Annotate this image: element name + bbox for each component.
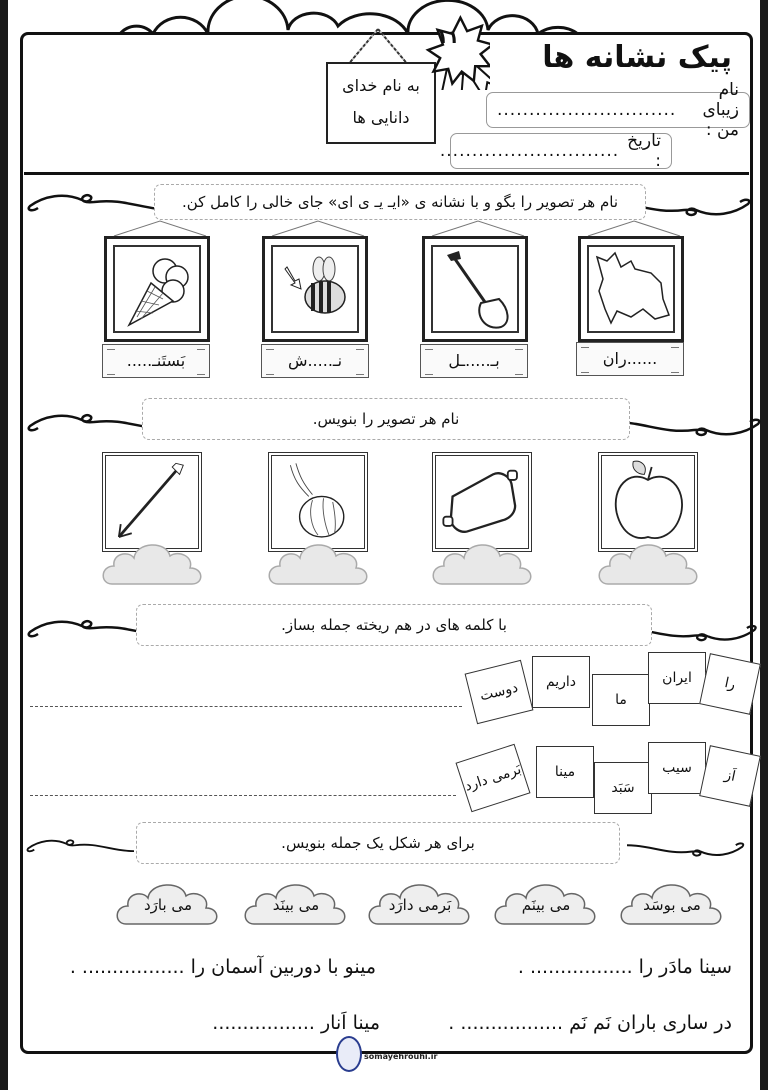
ribbon-badge-icon	[420, 10, 490, 90]
picture-ice-cream	[104, 236, 210, 342]
shovel-icon	[425, 239, 525, 339]
picture-shovel	[422, 236, 528, 342]
answer-line-1[interactable]	[30, 706, 462, 707]
verb-text: می بینَد	[272, 896, 320, 914]
picture-hangers	[98, 218, 718, 238]
answer-cloud-pan[interactable]	[430, 536, 534, 588]
verb-cloud	[364, 874, 476, 930]
puzzle-word[interactable]: ایران	[648, 652, 706, 704]
verb-cloud	[492, 874, 600, 930]
picture-iran-map	[578, 236, 684, 342]
blank-word-iran[interactable]: ......ران	[576, 342, 684, 376]
bee-icon	[265, 239, 365, 339]
name-label: نام زیبای من :	[702, 80, 739, 140]
apple-icon	[602, 456, 694, 548]
iran-map-icon	[581, 239, 681, 339]
lesson-number: ۱۱	[437, 27, 459, 48]
section4-instruction: برای هر شکل یک جمله بنویس.	[136, 822, 620, 864]
date-dots: ............................	[439, 141, 620, 161]
puzzle-word[interactable]: سَبَد	[594, 762, 652, 814]
puzzle-word[interactable]: اَز	[699, 745, 761, 807]
arrow-icon	[106, 456, 198, 548]
flourish-right-icon	[614, 408, 764, 438]
blank-word-bee[interactable]: نـ.....ش	[261, 344, 369, 378]
date-label: تاریخ :	[627, 131, 661, 171]
verb-cloud	[242, 874, 350, 930]
picture-bee	[262, 236, 368, 342]
page-title: پیک نشانه ها	[542, 40, 732, 75]
verb-cloud	[618, 874, 726, 930]
section2-instruction: نام هر تصویر را بنویس.	[142, 398, 630, 440]
answer-cloud-arrow[interactable]	[100, 536, 204, 588]
sentence-1[interactable]: سینا مادَر را ................. .	[517, 956, 732, 978]
sentence-2[interactable]: مینو با دوربین آسمان را ................. .	[69, 956, 376, 978]
puzzle-word[interactable]: دوست	[465, 660, 534, 724]
answer-line-2[interactable]	[30, 795, 456, 796]
flourish-left-icon	[24, 188, 174, 218]
sign-line-2: دانایی ها	[352, 108, 410, 127]
puzzle-word[interactable]: داریم	[532, 656, 590, 708]
site-logo-icon	[336, 1036, 362, 1072]
verb-cloud	[114, 874, 222, 930]
pan-icon	[436, 456, 528, 548]
verb-text: می بوسَد	[643, 896, 701, 914]
sentence-3[interactable]: در ساری باران نَم نَم ................. .	[448, 1012, 732, 1034]
section3-instruction: با کلمه های در هم ریخته جمله بساز.	[136, 604, 652, 646]
site-url: somayehrouhi.ir	[364, 1052, 438, 1061]
puzzle-word[interactable]: مینا	[536, 746, 594, 798]
header-divider	[24, 172, 749, 175]
verb-text: می بینَم	[521, 896, 571, 914]
flourish-left-icon	[24, 834, 134, 858]
name-field[interactable]	[486, 80, 750, 140]
blank-word-shovel[interactable]: بـ.....ـل	[420, 344, 528, 378]
verb-text: می بارَد	[144, 896, 192, 914]
puzzle-word[interactable]: ما	[592, 674, 650, 726]
puzzle-word[interactable]: سیب	[648, 742, 706, 794]
worksheet-page	[8, 0, 760, 1090]
ice-cream-icon	[107, 239, 207, 339]
sign-line-1: به نام خدای	[342, 76, 420, 95]
verb-text: بَرمی دارَد	[388, 896, 452, 914]
answer-cloud-garlic[interactable]	[266, 536, 370, 588]
flourish-right-icon	[622, 834, 752, 858]
answer-cloud-apple[interactable]	[596, 536, 700, 588]
sentence-4[interactable]: مینا اَنار .................	[212, 1012, 380, 1034]
garlic-icon	[272, 456, 364, 548]
puzzle-word[interactable]: بَرمی دارد	[455, 744, 530, 813]
blank-word-ice-cream[interactable]: بَستَنـ.....	[102, 344, 210, 378]
section1-instruction: نام هر تصویر را بگو و با نشانه ی «ایـ یـ ی ای» جای خالی را کامل کن.	[154, 184, 646, 220]
date-field[interactable]	[439, 131, 672, 171]
name-dots: ............................	[497, 100, 677, 120]
puzzle-word[interactable]: را	[699, 653, 761, 715]
